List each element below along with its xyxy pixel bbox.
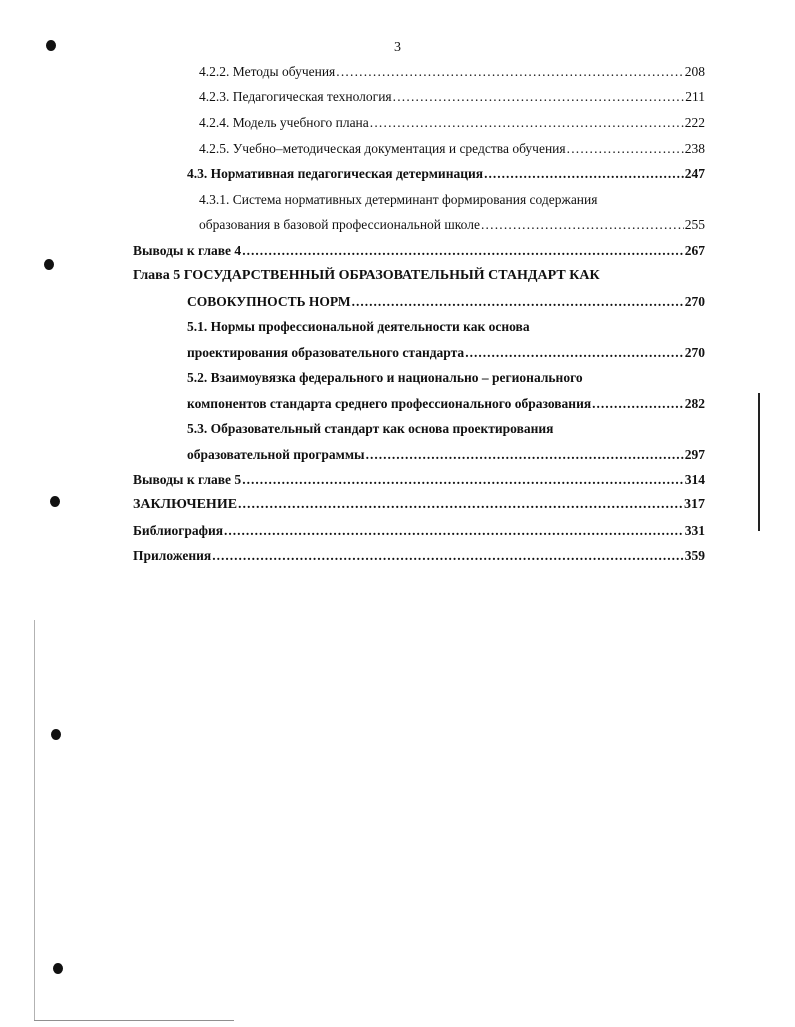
- dot-leader: [370, 114, 684, 132]
- toc-entry-page: 267: [684, 243, 705, 258]
- dot-leader: [242, 471, 684, 489]
- dot-leader: [336, 63, 683, 81]
- dot-leader: [242, 242, 684, 260]
- toc-entry: [133, 496, 705, 514]
- toc-entry-page: 314: [684, 472, 705, 487]
- toc-entry-title: 4.2.5. Учебно–методическая документация и средства обучения: [199, 141, 566, 156]
- toc-entry: [133, 522, 705, 540]
- toc-entry-page: 297: [684, 447, 705, 462]
- dot-leader: [592, 395, 684, 413]
- punch-hole-mark: [46, 40, 56, 51]
- toc-entry: [199, 88, 705, 106]
- toc-entry-title: Выводы к главе 5: [133, 472, 242, 487]
- chapter-title: Глава 5 ГОСУДАРСТВЕННЫЙ ОБРАЗОВАТЕЛЬНЫЙ СТАНДАРТ КАК: [133, 268, 600, 283]
- toc-entry-page: 359: [684, 548, 705, 563]
- punch-hole-mark: [44, 259, 54, 270]
- toc-entry-title: 5.1. Нормы профессиональной деятельности как основа: [187, 319, 530, 334]
- toc-entry-title: Приложения: [133, 548, 212, 563]
- dot-leader: [465, 344, 684, 362]
- toc-entry-page: 331: [684, 523, 705, 538]
- toc-entry: [133, 471, 705, 489]
- toc-entry-page: 282: [684, 396, 705, 411]
- punch-hole-mark: [50, 496, 60, 507]
- toc-entry-page: 238: [684, 141, 705, 156]
- toc-entry: [187, 165, 705, 183]
- toc-entry-page: 317: [684, 497, 705, 512]
- dot-leader: [366, 446, 684, 464]
- toc-entry-title: СОВОКУПНОСТЬ НОРМ: [187, 294, 351, 309]
- toc-entry-page: 211: [685, 89, 705, 104]
- toc-entry: [133, 547, 705, 565]
- toc-entry: [199, 63, 705, 81]
- dot-leader: [393, 88, 685, 106]
- scan-edge-line: [758, 393, 760, 531]
- dot-leader: [484, 165, 684, 183]
- scan-edge-line: [34, 1020, 234, 1021]
- punch-hole-mark: [51, 729, 61, 740]
- toc-entry-title: Выводы к главе 4: [133, 243, 242, 258]
- dot-leader: [212, 547, 684, 565]
- toc-entry-title: образовательной программы: [187, 447, 365, 462]
- toc-entry-page: 270: [684, 294, 705, 309]
- toc-entry-title: 4.2.2. Методы обучения: [199, 64, 336, 79]
- toc-entry-title: компонентов стандарта среднего профессионального образования: [187, 396, 592, 411]
- punch-hole-mark: [53, 963, 63, 974]
- dot-leader: [481, 216, 684, 234]
- dot-leader: [352, 293, 684, 311]
- toc-entry: [187, 395, 705, 413]
- toc-entry: [187, 446, 705, 464]
- dot-leader: [224, 522, 684, 540]
- toc-entry-title: 4.3. Нормативная педагогическая детерминация: [187, 166, 484, 181]
- toc-entry: [199, 140, 705, 158]
- toc-entry-page: 208: [684, 64, 705, 79]
- toc-entry-title: ЗАКЛЮЧЕНИЕ: [133, 497, 238, 512]
- toc-entry-title: 5.2. Взаимоувязка федерального и национально – регионального: [187, 370, 583, 385]
- page-number: 3: [394, 40, 401, 55]
- scan-edge-line: [34, 620, 35, 1020]
- dot-leader: [238, 496, 683, 514]
- toc-entry-page: 255: [684, 217, 705, 232]
- toc-entry: [199, 216, 705, 234]
- toc-entry-page: 270: [684, 345, 705, 360]
- toc-entry-title: 4.2.3. Педагогическая технология: [199, 89, 392, 104]
- toc-entry-title: Библиография: [133, 523, 224, 538]
- toc-entry-title: 4.2.4. Модель учебного плана: [199, 115, 369, 130]
- toc-entry: [187, 344, 705, 362]
- toc-entry-title: проектирования образовательного стандарта: [187, 345, 465, 360]
- toc-entry: [199, 114, 705, 132]
- toc-entry-page: 247: [684, 166, 705, 181]
- toc-entry-page: 222: [684, 115, 705, 130]
- toc-entry: [133, 242, 705, 260]
- toc-entry-title: образования в базовой профессиональной школе: [199, 217, 480, 232]
- toc-entry: [187, 293, 705, 311]
- dot-leader: [567, 140, 684, 158]
- toc-entry-title: 5.3. Образовательный стандарт как основа проектирования: [187, 421, 554, 436]
- toc-entry-title: 4.3.1. Система нормативных детерминант формирования содержания: [199, 192, 598, 207]
